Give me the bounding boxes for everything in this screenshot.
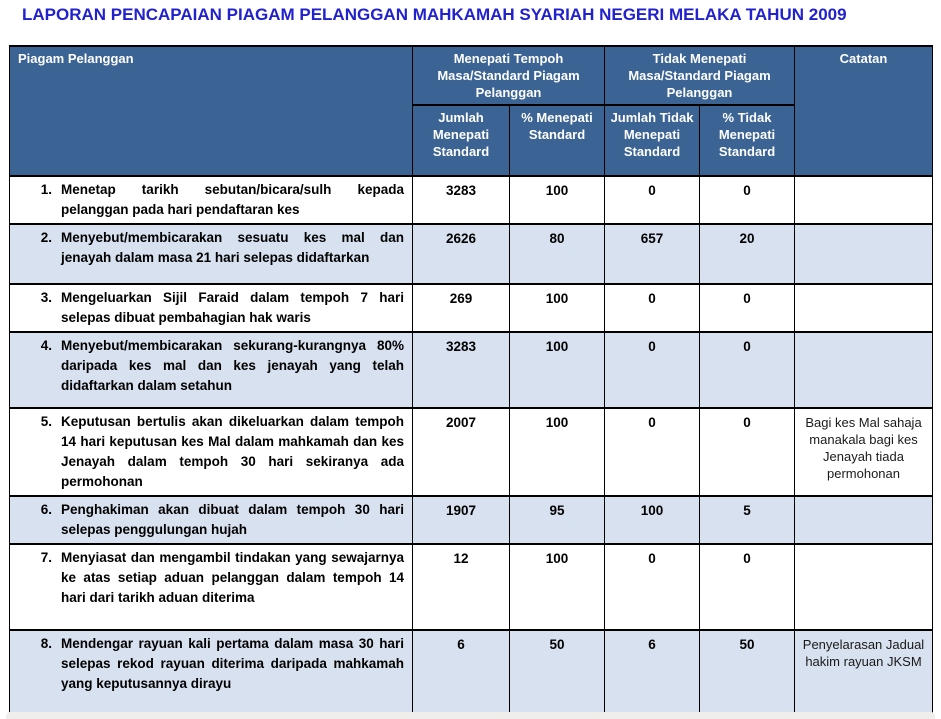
jumlah-menepati-value: 3283 xyxy=(413,332,510,408)
row-number: 8. xyxy=(40,636,52,651)
jumlah-tidak-menepati-value: 0 xyxy=(605,544,700,630)
table-row xyxy=(10,176,933,224)
table-body xyxy=(10,176,933,718)
row-description-cell xyxy=(10,544,413,630)
catatan-cell: Bagi kes Mal sahaja manakala bagi kes Jenayah tiada permohonan xyxy=(795,408,933,496)
row-description-cell xyxy=(10,332,413,408)
row-description-cell xyxy=(10,176,413,224)
catatan-cell xyxy=(795,332,933,408)
row-description: Menyebut/membicarakan sesuatu kes mal dan jenayah dalam masa 21 hari selepas didaftarkan xyxy=(61,230,404,265)
row-description: Menetap tarikh sebutan/bicara/sulh kepada pelanggan pada hari pendaftaran kes xyxy=(61,182,404,217)
table-header-group-row xyxy=(10,46,933,105)
jumlah-menepati-value: 2007 xyxy=(413,408,510,496)
row-number: 5. xyxy=(40,414,52,429)
jumlah-tidak-menepati-value: 100 xyxy=(605,496,700,544)
table-header xyxy=(10,46,933,176)
column-group-menepati: Menepati Tempoh Masa/Standard Piagam Pelanggan xyxy=(413,46,605,105)
page-title: LAPORAN PENCAPAIAN PIAGAM PELANGGAN MAHKAMAH SYARIAH NEGERI MELAKA TAHUN 2009 xyxy=(22,5,847,24)
jumlah-tidak-menepati-value: 6 xyxy=(605,630,700,718)
jumlah-tidak-menepati-value: 657 xyxy=(605,224,700,284)
jumlah-menepati-value: 269 xyxy=(413,284,510,332)
table-row xyxy=(10,496,933,544)
jumlah-tidak-menepati-value: 0 xyxy=(605,332,700,408)
row-description-cell xyxy=(10,630,413,718)
column-header-piagam-pelanggan: Piagam Pelanggan xyxy=(10,46,413,176)
table-row xyxy=(10,408,933,496)
pct-menepati-value: 100 xyxy=(510,408,605,496)
pct-menepati-value: 95 xyxy=(510,496,605,544)
pct-menepati-value: 100 xyxy=(510,544,605,630)
table-row xyxy=(10,544,933,630)
jumlah-tidak-menepati-value: 0 xyxy=(605,284,700,332)
pct-menepati-value: 80 xyxy=(510,224,605,284)
pct-tidak-menepati-value: 5 xyxy=(700,496,795,544)
catatan-cell xyxy=(795,176,933,224)
row-description-cell xyxy=(10,284,413,332)
pct-tidak-menepati-value: 0 xyxy=(700,284,795,332)
catatan-cell xyxy=(795,544,933,630)
table-row xyxy=(10,224,933,284)
column-header-jumlah-tidak-menepati: Jumlah Tidak Menepati Standard xyxy=(605,105,700,176)
row-description-cell xyxy=(10,408,413,496)
pct-menepati-value: 50 xyxy=(510,630,605,718)
row-number: 3. xyxy=(40,290,52,305)
row-description-cell xyxy=(10,224,413,284)
row-description: Mengeluarkan Sijil Faraid dalam tempoh 7 hari selepas dibuat pembahagian hak waris xyxy=(61,290,404,325)
pct-tidak-menepati-value: 0 xyxy=(700,408,795,496)
jumlah-menepati-value: 6 xyxy=(413,630,510,718)
row-description: Menyebut/membicarakan sekurang-kurangnya 80% daripada kes mal dan kes jenayah yang telah didaftarkan dalam setahun xyxy=(61,338,404,393)
column-header-catatan: Catatan xyxy=(795,46,933,176)
row-number: 7. xyxy=(40,550,52,565)
column-header-pct-tidak-menepati: % Tidak Menepati Standard xyxy=(700,105,795,176)
pct-menepati-value: 100 xyxy=(510,176,605,224)
column-group-tidak-menepati: Tidak Menepati Masa/Standard Piagam Pelanggan xyxy=(605,46,795,105)
row-number: 4. xyxy=(40,338,52,353)
page-bottom-strip xyxy=(6,712,935,719)
row-number: 1. xyxy=(40,182,52,197)
catatan-cell xyxy=(795,496,933,544)
pct-tidak-menepati-value: 20 xyxy=(700,224,795,284)
pct-tidak-menepati-value: 0 xyxy=(700,544,795,630)
piagam-pelanggan-table xyxy=(9,45,933,719)
row-description-cell xyxy=(10,496,413,544)
table-row xyxy=(10,630,933,718)
pct-tidak-menepati-value: 50 xyxy=(700,630,795,718)
column-header-jumlah-menepati: Jumlah Menepati Standard xyxy=(413,105,510,176)
row-description: Keputusan bertulis akan dikeluarkan dalam tempoh 14 hari keputusan kes Mal dalam mahkamah dan kes Jenayah dalam tempoh 30 hari sekiranya ada permohonan xyxy=(61,414,404,489)
jumlah-menepati-value: 2626 xyxy=(413,224,510,284)
catatan-cell xyxy=(795,284,933,332)
table-row xyxy=(10,284,933,332)
row-description: Mendengar rayuan kali pertama dalam masa 30 hari selepas rekod rayuan diterima daripada mahkamah yang keputusannya dirayu xyxy=(61,636,404,691)
jumlah-menepati-value: 3283 xyxy=(413,176,510,224)
column-header-pct-menepati: % Menepati Standard xyxy=(510,105,605,176)
pct-menepati-value: 100 xyxy=(510,284,605,332)
jumlah-tidak-menepati-value: 0 xyxy=(605,176,700,224)
jumlah-menepati-value: 12 xyxy=(413,544,510,630)
pct-menepati-value: 100 xyxy=(510,332,605,408)
row-description: Penghakiman akan dibuat dalam tempoh 30 hari selepas penggulungan hujah xyxy=(61,502,404,537)
jumlah-tidak-menepati-value: 0 xyxy=(605,408,700,496)
jumlah-menepati-value: 1907 xyxy=(413,496,510,544)
catatan-cell: Penyelarasan Jadual hakim rayuan JKSM xyxy=(795,630,933,718)
row-number: 2. xyxy=(40,230,52,245)
pct-tidak-menepati-value: 0 xyxy=(700,332,795,408)
table-row xyxy=(10,332,933,408)
row-number: 6. xyxy=(40,502,52,517)
row-description: Menyiasat dan mengambil tindakan yang sewajarnya ke atas setiap aduan pelanggan dalam tempoh 14 hari dari tarikh aduan diterima xyxy=(61,550,404,605)
catatan-cell xyxy=(795,224,933,284)
pct-tidak-menepati-value: 0 xyxy=(700,176,795,224)
